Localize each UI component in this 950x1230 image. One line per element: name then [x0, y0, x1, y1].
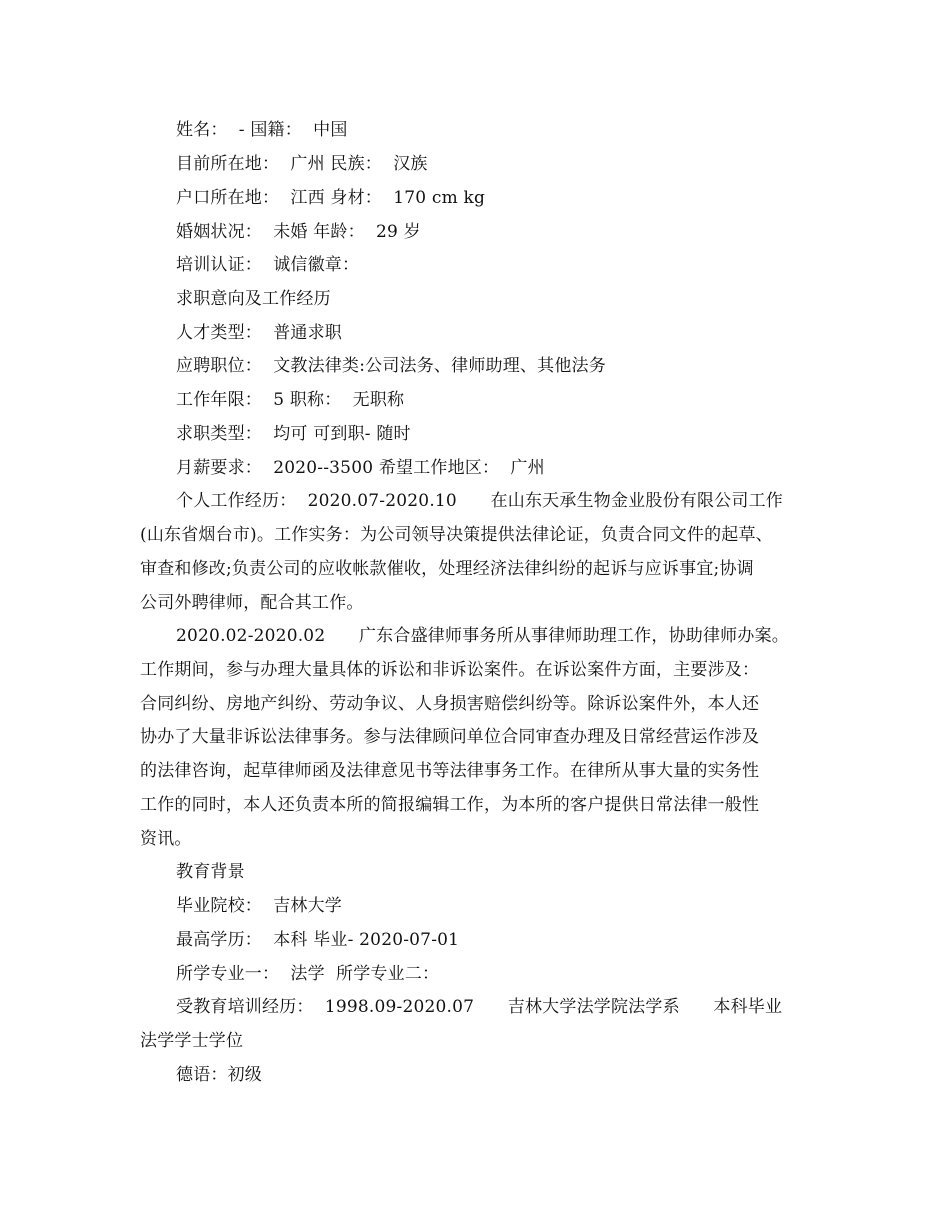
work-experience-line: 公司外聘律师，配合其工作。: [140, 593, 364, 613]
work-experience-line: 的法律咨询，起草律师函及法律意见书等法律事务工作。在律所从事大量的实务性: [140, 761, 760, 781]
education-heading: 教育背景: [176, 862, 245, 882]
education-history-line: 受教育培训经历： 1998.09-2020.07 吉林大学法学院法学系 本科毕业: [176, 997, 783, 1017]
language-line: 德语：初级: [176, 1065, 262, 1085]
hukou-stature-line: 户口所在地： 江西 身材： 170 cm kg: [176, 188, 486, 208]
work-years-line: 工作年限： 5 职称： 无职称: [176, 390, 405, 410]
major-line: 所学专业一： 法学 所学专业二：: [176, 964, 440, 984]
marital-age-line: 婚姻状况： 未婚 年龄： 29 岁: [176, 222, 421, 242]
work-experience-line: 个人工作经历： 2020.07-2020.10 在山东天承生物金业股份有限公司工作: [176, 491, 783, 511]
education-history-line: 法学学士学位: [140, 1031, 244, 1051]
work-experience-line: 工作的同时，本人还负责本所的简报编辑工作，为本所的客户提供日常法律一般性: [140, 795, 760, 815]
job-intention-heading: 求职意向及工作经历: [176, 289, 331, 309]
name-nationality-line: 姓名： - 国籍： 中国: [176, 120, 348, 140]
location-ethnicity-line: 目前所在地： 广州 民族： 汉族: [176, 154, 428, 174]
job-type-line: 求职类型： 均可 可到职- 随时: [176, 424, 411, 444]
work-experience-line: 资讯。: [140, 829, 192, 849]
degree-line: 最高学历： 本科 毕业- 2020-07-01: [176, 930, 460, 950]
work-experience-line: 合同纠纷、房地产纠纷、劳动争议、人身损害赔偿纠纷等。除诉讼案件外，本人还: [140, 694, 760, 714]
talent-type-line: 人才类型： 普通求职: [176, 323, 343, 343]
work-experience-line: 协办了大量非诉讼法律事务。参与法律顾问单位合同审查办理及日常经营运作涉及: [140, 727, 760, 747]
applied-position-line: 应聘职位： 文教法律类:公司法务、律师助理、其他法务: [176, 356, 606, 376]
school-line: 毕业院校： 吉林大学: [176, 896, 343, 916]
work-experience-line: 2020.02-2020.02 广东合盛律师事务所从事律师助理工作，协助律师办案。: [176, 626, 789, 646]
salary-line: 月薪要求： 2020--3500 希望工作地区： 广州: [176, 458, 545, 478]
work-experience-line: (山东省烟台市)。工作实务：为公司领导决策提供法律论证，负责合同文件的起草、: [140, 525, 773, 545]
certification-line: 培训认证： 诚信徽章：: [176, 255, 360, 275]
work-experience-line: 工作期间，参与办理大量具体的诉讼和非诉讼案件。在诉讼案件方面，主要涉及：: [140, 660, 760, 680]
work-experience-line: 审查和修改;负责公司的应收帐款催收，处理经济法律纠纷的起诉与应诉事宜;协调: [140, 559, 754, 579]
